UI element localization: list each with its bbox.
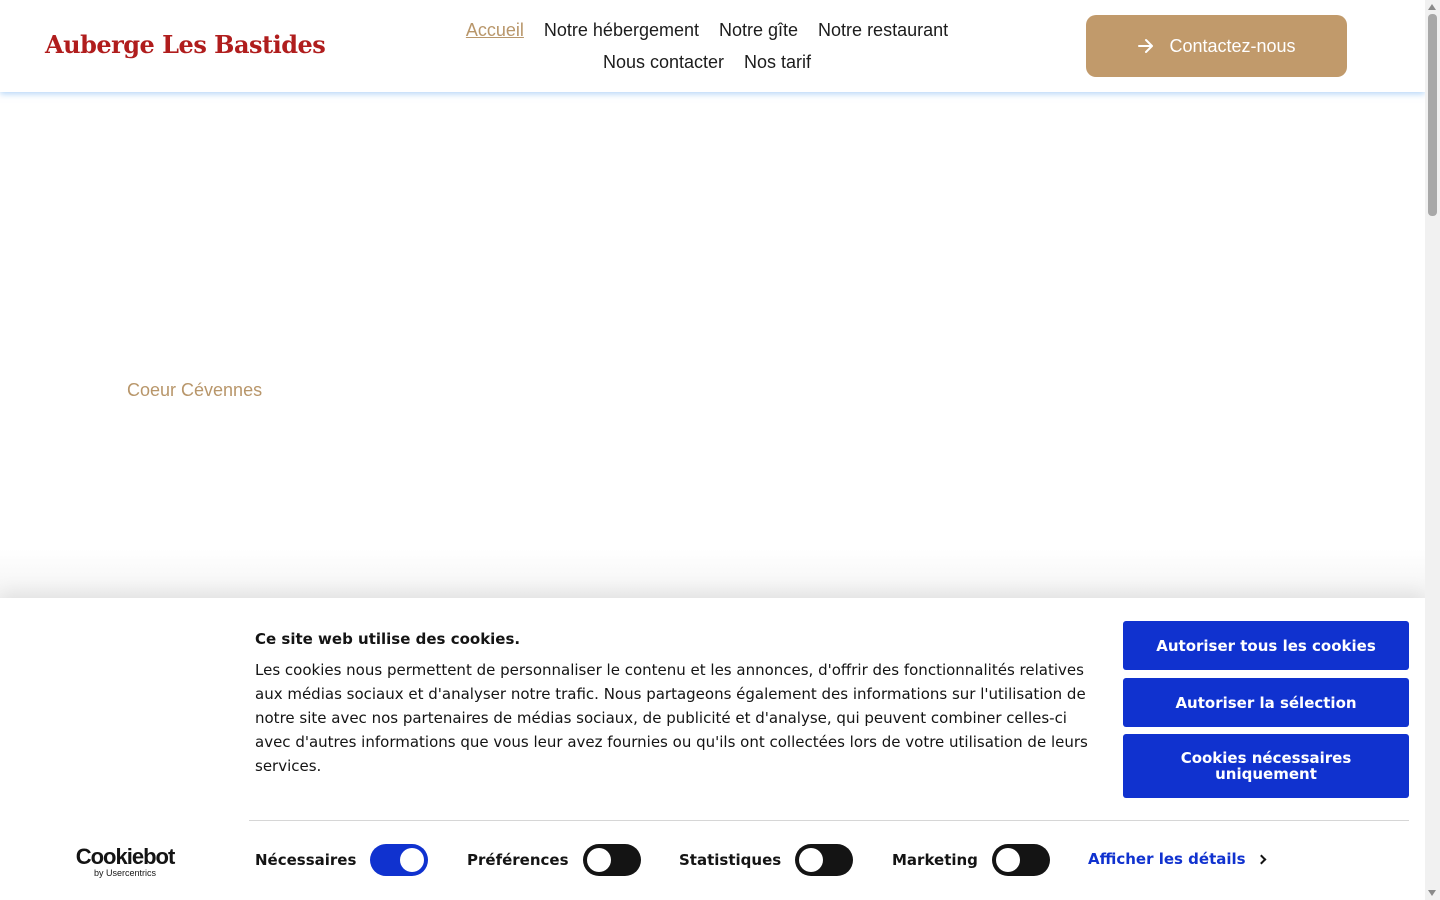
allow-all-cookies-button[interactable]: Autoriser tous les cookies <box>1123 621 1409 670</box>
nav-item-accueil[interactable]: Accueil <box>465 20 524 40</box>
toggle-group-preferences <box>467 844 641 876</box>
toggle-knob <box>799 848 823 872</box>
cookie-divider <box>249 820 1409 821</box>
allow-selection-button[interactable]: Autoriser la sélection <box>1123 678 1409 727</box>
toggle-necessaires[interactable] <box>370 844 428 876</box>
toggle-statistiques[interactable] <box>795 844 853 876</box>
arrow-right-icon <box>1137 37 1155 55</box>
hero-tagline: Coeur Cévennes <box>127 380 263 400</box>
hero-section <box>0 95 1425 600</box>
nav-item-restaurant[interactable]: Notre restaurant <box>818 20 949 40</box>
scroll-up-icon[interactable] <box>1428 4 1436 10</box>
toggle-preferences[interactable] <box>583 844 641 876</box>
cookie-description: Les cookies nous permettent de personnaliser le contenu et les annonces, d'offrir des fonctionnalités relatives aux médias sociaux et d'analyser notre trafic. Nous partageons également des informations sur l'utilisation de notre site avec nos partenaires de médias sociaux, de publicité et d'analyse, qui peuvent combiner celles-ci avec d'autres informations que vous leur avez fournies ou qu'ils ont collectées lors de votre utilisation de leurs services. <box>255 661 1088 775</box>
cookie-title: Ce site web utilise des cookies. <box>255 630 521 648</box>
toggle-knob <box>587 848 611 872</box>
toggle-group-statistiques <box>679 844 853 876</box>
nav-item-tarif[interactable]: Nos tarif <box>744 52 812 72</box>
show-details-link[interactable] <box>1088 850 1265 868</box>
site-header <box>0 0 1425 92</box>
site-logo[interactable]: Auberge Les Bastides <box>45 30 326 59</box>
page-scrollbar[interactable] <box>1425 0 1440 900</box>
cookiebot-name: Cookiebot <box>75 844 175 869</box>
necessary-only-button[interactable]: Cookies nécessaires uniquement <box>1123 734 1409 798</box>
scroll-thumb[interactable] <box>1428 14 1437 216</box>
toggle-group-marketing <box>892 844 1050 876</box>
scroll-down-icon[interactable] <box>1428 890 1436 896</box>
contact-button[interactable] <box>1086 15 1347 77</box>
cookiebot-sub: by Usercentrics <box>93 868 156 878</box>
toggle-label-preferences: Préférences <box>467 851 569 869</box>
toggle-label-necessaires: Nécessaires <box>255 851 357 869</box>
toggle-marketing[interactable] <box>992 844 1050 876</box>
nav-item-contact[interactable]: Nous contacter <box>602 52 725 72</box>
nav-item-hebergement[interactable]: Notre hébergement <box>543 20 699 40</box>
cookie-banner <box>0 598 1425 900</box>
contact-button-label: Contactez-nous <box>1169 35 1296 56</box>
toggle-group-necessaires <box>255 844 428 876</box>
toggle-label-marketing: Marketing <box>892 851 978 869</box>
chevron-right-icon <box>1256 854 1266 864</box>
toggle-knob <box>400 848 424 872</box>
show-details-label: Afficher les détails <box>1088 850 1246 868</box>
toggle-label-statistiques: Statistiques <box>679 851 782 869</box>
nav-item-gite[interactable]: Notre gîte <box>719 20 799 40</box>
cookiebot-logo <box>70 846 180 878</box>
toggle-knob <box>996 848 1020 872</box>
main-nav <box>396 18 1018 74</box>
